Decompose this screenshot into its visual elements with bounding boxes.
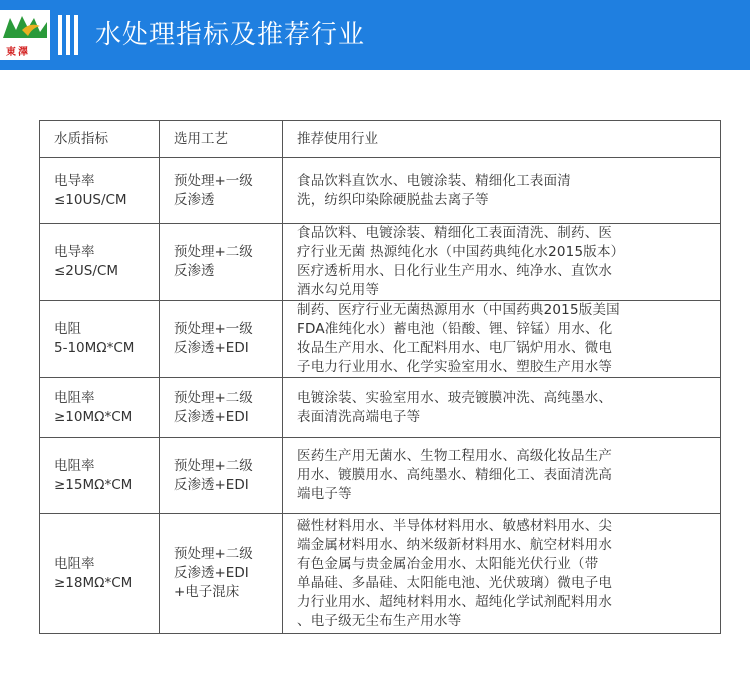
industries-cell (283, 378, 721, 438)
indicator-line: ≤2US/CM (54, 263, 118, 279)
process-cell (160, 224, 283, 301)
industries-cell (283, 438, 721, 514)
header-banner (0, 0, 750, 70)
industries-line: 食品饮料直饮水、电镀涂装、精细化工表面清 (297, 172, 571, 189)
water-treatment-table (39, 120, 721, 634)
table-row (40, 224, 721, 301)
process-line: 反渗透+EDI (174, 408, 249, 425)
industries-line: 单晶硅、多晶硅、太阳能电池、光伏玻璃）微电子电 (297, 574, 613, 591)
indicator-line: 电导率 (54, 172, 95, 189)
process-line: 反渗透+EDI (174, 565, 249, 581)
indicator-cell (40, 301, 160, 378)
process-cell (160, 158, 283, 224)
industries-line: 有色金属与贵金属冶金用水、太阳能光伏行业（带 (297, 555, 599, 572)
table-row (40, 438, 721, 514)
industries-line: 疗行业无菌 热源纯化水（中国药典纯化水2015版本） (297, 244, 625, 260)
indicator-cell (40, 158, 160, 224)
indicator-cell (40, 224, 160, 301)
indicator-line: 电阻 (54, 321, 81, 337)
process-cell (160, 301, 283, 378)
process-line: 预处理+一级 (174, 321, 253, 337)
column-header-process: 选用工艺 (160, 121, 283, 158)
indicator-line: ≥18MΩ*CM (54, 574, 133, 591)
indicator-cell (40, 438, 160, 514)
industries-line: 端电子等 (297, 486, 352, 502)
process-line: 反渗透+EDI (174, 476, 249, 493)
indicator-line: ≥10MΩ*CM (54, 408, 133, 425)
industries-line: 妆品生产用水、化工配料用水、电厂锅炉用水、微电 (297, 340, 613, 356)
column-header-industries: 推荐使用行业 (283, 121, 721, 158)
industries-cell (283, 514, 721, 634)
process-line: 预处理+二级 (174, 457, 253, 474)
indicator-line: 5-10MΩ*CM (54, 340, 135, 356)
table-header-row (40, 121, 721, 158)
industries-line: 、电子级无尘布生产用水等 (297, 612, 462, 629)
indicator-line: 电阻率 (54, 457, 95, 474)
table-row (40, 514, 721, 634)
process-line: 预处理+二级 (174, 546, 253, 562)
industries-line: 食品饮料、电镀涂装、精细化工表面清洗、制药、医 (297, 225, 613, 241)
industries-line: FDA准纯化水）蓄电池（铅酸、锂、锌锰）用水、化 (297, 321, 613, 337)
industries-line: 医疗透析用水、日化行业生产用水、纯净水、直饮水 (297, 263, 613, 279)
indicator-cell (40, 378, 160, 438)
industries-line: 酒水勾兑用等 (297, 282, 380, 298)
process-line: 预处理+二级 (174, 244, 253, 260)
process-cell (160, 438, 283, 514)
process-line: 预处理+二级 (174, 389, 253, 406)
indicator-line: 电阻率 (54, 389, 95, 406)
table-row (40, 301, 721, 378)
industries-line: 电镀涂装、实验室用水、玻壳镀膜冲洗、高纯墨水、 (297, 389, 613, 406)
indicator-line: 电阻率 (54, 555, 95, 572)
industries-line: 医药生产用无菌水、生物工程用水、高级化妆品生产 (297, 448, 613, 464)
column-header-indicator: 水质指标 (40, 121, 160, 158)
industries-line: 制药、医疗行业无菌热源用水（中国药典2015版美国 (297, 302, 620, 318)
industries-cell (283, 301, 721, 378)
process-line: 反渗透 (174, 191, 215, 208)
table-row (40, 378, 721, 438)
industries-line: 端金属材料用水、纳米级新材料用水、航空材料用水 (297, 536, 613, 553)
table-row (40, 158, 721, 224)
process-line: +电子混床 (174, 584, 240, 600)
industries-line: 磁性材料用水、半导体材料用水、敏感材料用水、尖 (297, 517, 613, 534)
indicator-line: ≥15MΩ*CM (54, 476, 133, 493)
indicator-line: ≤10US/CM (54, 191, 127, 208)
process-line: 反渗透+EDI (174, 340, 249, 356)
industries-line: 用水、镀膜用水、高纯墨水、精细化工、表面清洗高 (297, 467, 613, 483)
industries-cell (283, 224, 721, 301)
indicator-line: 电导率 (54, 244, 95, 260)
process-line: 预处理+一级 (174, 172, 253, 189)
process-cell (160, 514, 283, 634)
industries-line: 表面清洗高端电子等 (297, 408, 421, 425)
industries-cell (283, 158, 721, 224)
page-title: 水处理指标及推荐行业 (95, 20, 366, 50)
industries-line: 力行业用水、超纯材料用水、超纯化学试剂配料用水 (297, 593, 613, 610)
industries-line: 洗，纺织印染除硬脱盐去离子等 (297, 191, 489, 208)
indicator-cell (40, 514, 160, 634)
logo-text: 東澤 (6, 47, 30, 58)
industries-line: 子电力行业用水、化学实验室用水、塑胶生产用水等 (297, 359, 613, 375)
process-cell (160, 378, 283, 438)
process-line: 反渗透 (174, 263, 215, 279)
company-logo (0, 10, 50, 60)
